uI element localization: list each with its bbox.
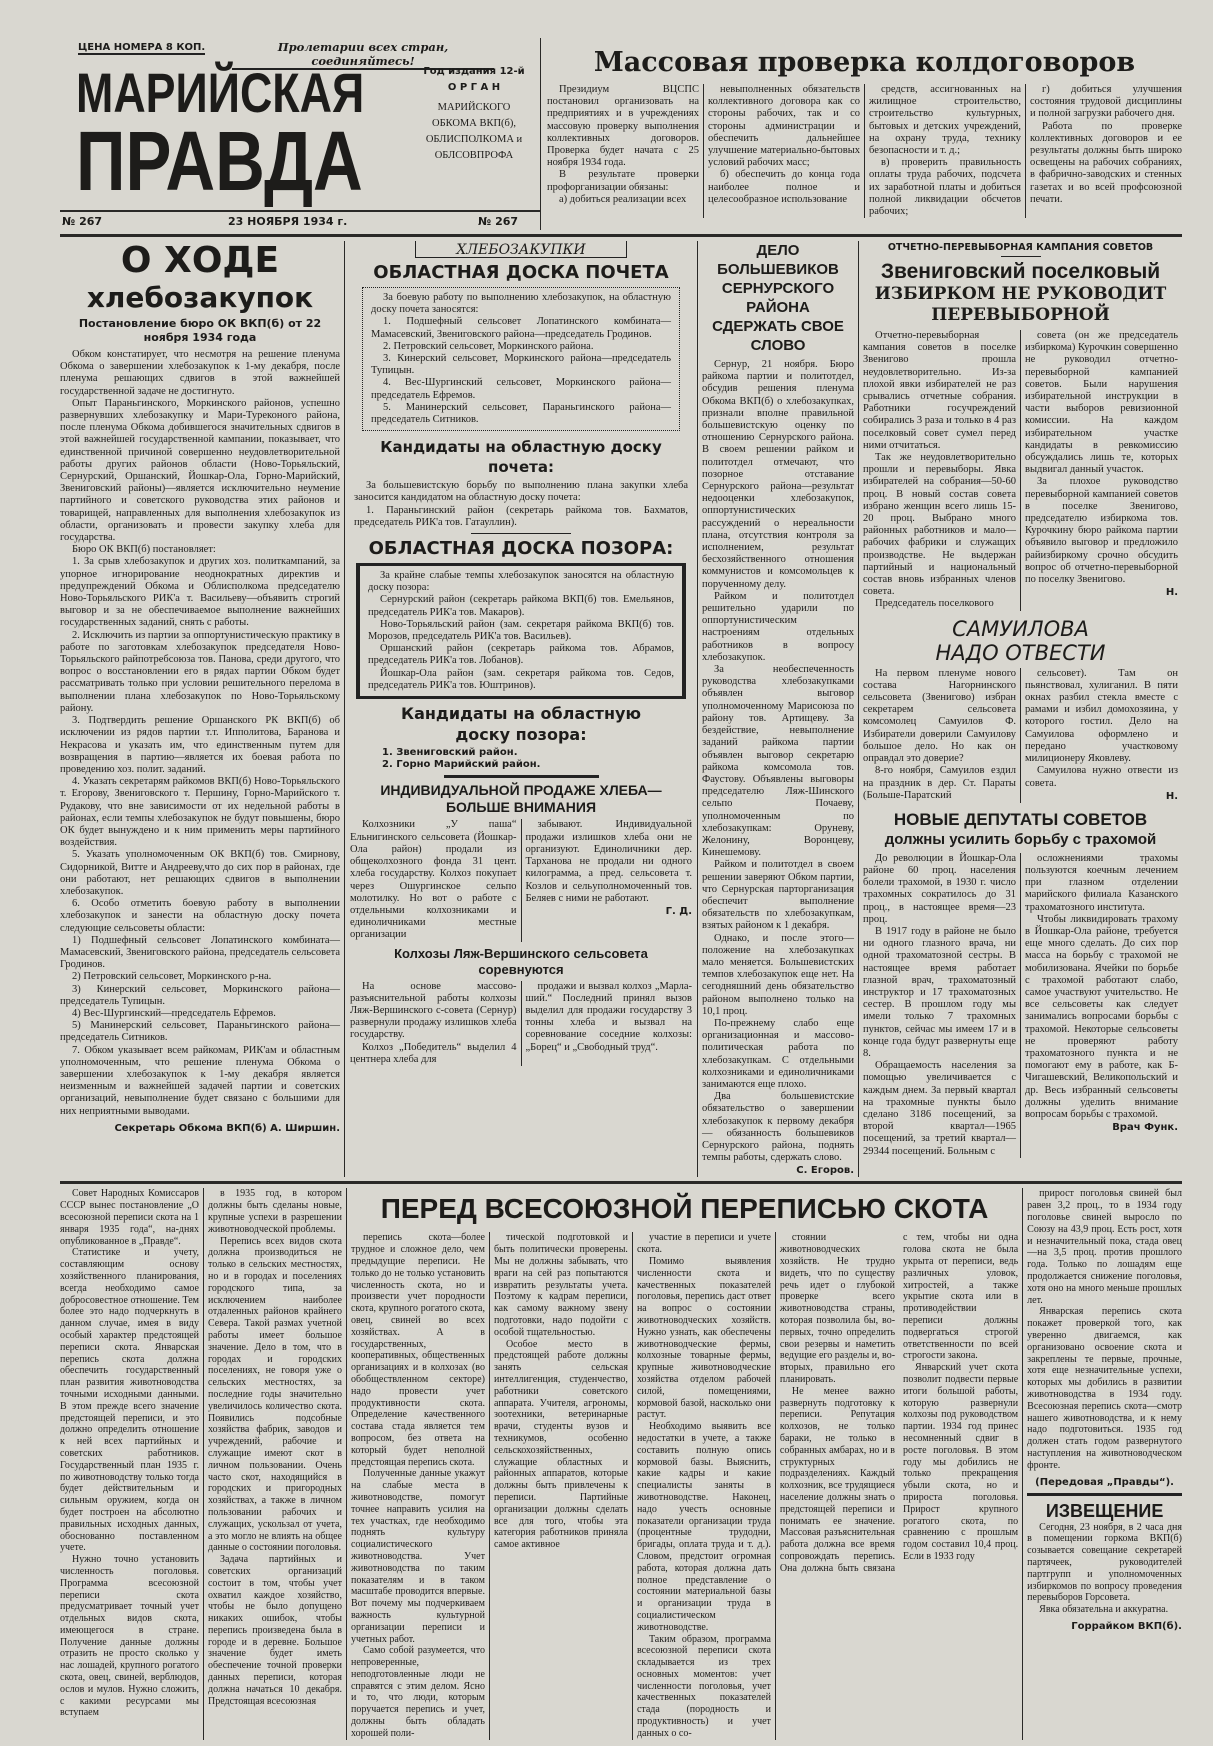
honor-board-list — [371, 292, 671, 426]
divider — [471, 533, 571, 534]
right-headline-2: ИЗБИРКОМ НЕ РУКОВОДИТ ПЕРЕВЫБОРНОЙ — [874, 284, 1167, 325]
livestock-section — [60, 1184, 1182, 1739]
paragraph: Колхозники „У паша“ Ельнигинского сельсовета (Йошкар-Ола район) продали из общеколхозного фонда 31 цент. хлеба государству. Колхоз покупает через Ошургинское сельпо молотилку. Но вот о работе с отдельными колхозниками и единоличниками местные организации — [350, 819, 517, 941]
deputies-headline-2: должны усилить борьбу с трахомой — [884, 830, 1157, 848]
shame-board-frame — [356, 563, 686, 699]
right-bottom-column — [1022, 1188, 1182, 1739]
organ-line: ОБКОМА ВКП(б), — [431, 118, 517, 129]
paragraph: 7. Обком указывает всем райкомам, РИК'ам и областным уполномоченным, что решение пленума Обкома о завершении хлебозакупок к 1-му декабря является неизменным и важнейшей задачей партии и советских организаций, невыполнение будет связано с большими для них неприятными выводами. — [60, 1044, 340, 1117]
masthead — [60, 38, 1182, 237]
kolhoz-col — [350, 981, 517, 1066]
paragraph: 8-го ноября, Самуилов ездил на праздник в дер. Ст. Параты (Больше-Паратский — [863, 765, 1016, 801]
livestock-col — [489, 1232, 628, 1739]
paragraph: За большевистскую борьбу по выполнению плана закупки хлеба заносится кандидатом на областную доску почета: — [354, 480, 688, 504]
paragraph: 1. Звениговский район. — [382, 747, 518, 759]
left-subhead: Постановление бюро ОК ВКП(б) от 22 ноября 1934 года — [78, 317, 322, 344]
paragraph: В результате проверки профорганизации обязаны: — [547, 169, 699, 193]
paragraph: Таким образом, программа всесоюзной переписи скота складывается из трех основных моментов: учет численности поголовья, учет качественных показателей стада (породность и продуктивность) и учет данных о со- — [636, 1633, 771, 1739]
paragraph: 2. Горно Марийский район. — [382, 759, 541, 771]
paragraph: Обком констатирует, что несмотря на решение пленума Обкома о завершении хлебозакупок к 1-му декабря, после пленума решающих сдвигов в этой важнейшей государственной задаче не достигнуто. — [60, 349, 340, 397]
notice-signature: Горрайком ВКП(б). — [1071, 1620, 1182, 1632]
masthead-rule — [60, 210, 540, 212]
paragraph: 5) Манинерский сельсовет, Параньгинского района—председатель Ситников. — [60, 1020, 340, 1044]
rubric-label: ХЛЕБОЗАКУПКИ — [456, 242, 586, 258]
candidates-shame-title: Кандидаты на областную доску позора: — [401, 704, 641, 745]
top-article-col — [703, 84, 860, 218]
top-article — [540, 38, 1182, 230]
organ-block — [412, 64, 536, 164]
shame-board-list — [368, 570, 674, 692]
paragraph: Сернурский район (секретарь райкома ВКП(б) тов. Емельянов, председатель РИК'а тов. Макаров). — [368, 594, 674, 618]
left-headline-1: О ХОДЕ — [120, 240, 280, 281]
paragraph: сельсовет). Там он пьянствовал, хулиганил. В пяти окнах разбил стекла вместе с рамами и избил домохозяина, у которого гостил. Дело на Самуилова оформлено и передано участковому милиционеру Яковлеву. — [1025, 667, 1178, 765]
sale-col — [350, 819, 517, 941]
paragraph: 1) Подшефный сельсовет Лопатинского комбината—Мамасевский, Звениговского района, председатель сельсовета Гродинов. — [60, 934, 340, 971]
issue-number-right: № 267 — [478, 215, 519, 228]
paragraph: а) добиться реализации всех — [559, 193, 687, 205]
kolhoz-headline: Колхозы Ляж-Вершинского сельсовета соревнуются — [394, 945, 648, 977]
bolshevik-body — [702, 359, 854, 1164]
paragraph: Явка обязательна и аккуратна. — [1039, 1604, 1169, 1616]
right-column — [858, 241, 1178, 1177]
paragraph: 1. За срыв хлебозакупок и других хоз. политкампаний, за упорное игнорирование неоднократных директив и предупреждений Обкома и Облисполкома председателю Ново-Торьяльского РИК'а т. Васильеву—объявить строгий выговор и за не обеспечиваемое выполнение важнейших государственных заданий, снять с работы. — [60, 556, 340, 629]
paragraph: 5. Манинерский сельсовет, Параньгинского района—председатель Ситников. — [371, 401, 671, 426]
honor-board-title: ОБЛАСТНАЯ ДОСКА ПОЧЕТА — [373, 262, 669, 283]
paragraph: Йошкар-Ола район (зам. секретаря райкома тов. Седов, председатель РИК'а тов. Юштринов). — [368, 667, 674, 691]
livestock-headline: ПЕРЕД ВСЕСОЮЗНОЙ ПЕРЕПИСЬЮ СКОТА — [346, 1188, 1018, 1232]
bolshevik-headline: ДЕЛО БОЛЬШЕВИКОВ СЕРНУРСКОГО РАЙОНА СДЕРЖАТЬ СВОЕ СЛОВО — [712, 242, 844, 354]
livestock-col — [60, 1188, 199, 1739]
paragraph: За крайне слабые темпы хлебозакупок заносятся на областную доску позора: — [368, 570, 674, 594]
right-col — [863, 330, 1016, 611]
paragraph: Так же неудовлетворительно прошли и перевыборы. Явка избирателей на собрания—50-60 проц. В новый состав совета избрано женщин всего лишь 15-20 проц. Выбрано много районных работников и мало—рабочих фабрики и служащих производстве. Не выдержан партийный и национальный состав вновь избранных членов совета. — [863, 452, 1016, 598]
paragraph: 3) Кинерский сельсовет, Моркинского района—председатель Тупицын. — [60, 983, 340, 1007]
organ-label: О Р Г А Н — [447, 82, 501, 93]
issue-number-left: № 267 — [62, 215, 103, 228]
left-article — [60, 241, 344, 1135]
paragraph: Помимо выявления численности скота и качественных показателей поголовья, перепись даст ответ на вопрос о состоянии животноводческих хозяйств. Нужно узнать, как обеспечены животноводческие фермы, колхозные товарные фермы, крупные животноводческие хозяйства отделом рабочей силой, помещениями, кормовой базой, насколько они растут. — [636, 1256, 771, 1421]
paragraph: Сегодня, 23 ноября, в 2 часа дня в помещении горкома ВКП(б) созывается совещание секретарей партячеек, руководителей партгрупп и уполномоченных избиркомов по вопросу проведения перевыборов Горсовета. — [1027, 1521, 1182, 1604]
bolshevik-signature: С. Егоров. — [796, 1165, 854, 1177]
newspaper-title-line2: ПРАВДА — [76, 114, 363, 208]
paragraph: Работа по проверке коллективных договоров и ее результаты должны быть широко освещены на рабочих собраниях, в фабрично-заводских и стенных газетах и во всей профсоюзной печати. — [1030, 120, 1182, 205]
paragraph: Задача партийных и советских организаций состоит в том, чтобы учет охватил каждое хозяйство, чтобы не было допущено никаких ошибок, чтобы перепись произведена была в городе и в деревне. Большое значение будет иметь обеспечение точной проверки данных переписи, которая должна начаться 10 декабря. Предстоящая всесоюзная — [207, 1554, 342, 1707]
divider — [1027, 1493, 1182, 1496]
shame-board-title: ОБЛАСТНАЯ ДОСКА ПОЗОРА: — [368, 538, 674, 560]
notice-title: ИЗВЕЩЕНИЕ — [1045, 1500, 1164, 1521]
paragraph: 2. Исключить из партии за оппортунистическую практику в работе по заготовкам хлебозакупок председателя Ново-Торьяльского райпотребсоюза тов. Панова, среди другого, что вопрос о восстановлении его в рядах партии Обком будет рассматривать только при условии решительного перелома в выполнении плана хлебозакупок по Ново-Торьяльскому району. — [60, 629, 340, 714]
paragraph: Самуилова нужно отвести из совета. — [1025, 765, 1178, 789]
top-article-col — [1025, 84, 1182, 218]
paragraph: Необходимо выявить все недостатки в учете, а также составить полную опись кормовой базы. Выяснить, какие кадры и какие специалисты заняты в животноводстве. Наконец, надо учесть основные показатели организации труда (процентные трудодни, бригады, оплата труда и т. д.). Словом, предстоит огромная работа, которая должна дать полное представление о состоянии материальной базы и организации труда в социалистическом животноводстве. — [636, 1421, 771, 1633]
paragraph: Председатель поселкового — [875, 598, 994, 610]
right-signature: Н. — [1165, 587, 1178, 599]
paragraph: 4. Вес-Шургинский сельсовет, Моркинского района—председатель Ефремов. — [371, 377, 671, 401]
paragraph: Два большевистские обязательство о завершении хлебозакупок к первому декабря — обязанность большевиков Сернурского района, поднять темпы работы, сдержать слово. — [702, 1091, 854, 1164]
top-headline: Массовая проверка колдоговоров — [593, 47, 1136, 78]
masthead-title-block — [60, 38, 540, 230]
paragraph: 4) Вес-Шургинский—председатель Ефремов. — [72, 1007, 276, 1019]
paragraph: Совет Народных Комиссаров СССР вынес постановление „О всесоюзной переписи скота на 1 января 1935 года“, на-днях опубликованное в „Правде“. — [60, 1188, 199, 1247]
upper-section — [60, 237, 1182, 1184]
deputies-headline-1: НОВЫЕ ДЕПУТАТЫ СОВЕТОВ — [893, 809, 1148, 829]
paragraph: перепись скота—более трудное и сложное дело, чем предыдущие переписи. Не только до не только установить численность скота, но и произвести учет породности скота, крупного рогатого скота, овец, свиней во всех хозяйствах. А в государственных, кооперативных, общественных организациях и в колхозах (во обобществленном секторе) надо провести учет продуктивности скота. Определение качественного состава стада является тем вопросом, без ответа на который будет неполной предстоящая перепись скота. — [350, 1232, 485, 1468]
paragraph: б) обеспечить до конца года наиболее полное и целесообразное использование — [708, 169, 860, 205]
deputies-columns — [863, 853, 1178, 1158]
left-headline-2: хлебозакупок — [86, 281, 314, 314]
right-col — [1020, 330, 1178, 611]
paragraph: средств, ассигнованных на жилищное строительство, строительство культурных, бытовых и детских учреждений, на охрану труда, технику безопасности и т. д.; — [869, 84, 1021, 157]
paragraph: забывают. Индивидуальной продажи излишков хлеба они не организуют. Единоличники дер. Тарханова не продали ни одного килограмма, а пред. сельсовета т. Козлов и сельуполномоченный тов. Беляев с ними не работают. — [525, 819, 692, 904]
paragraph: Колхоз „Победитель“ выделил 4 центнера хлеба для — [350, 1041, 517, 1065]
organ-line: ОБЛСОВПРОФА — [434, 150, 514, 161]
paragraph: Не менее важно развернуть подготовку к переписи. Репутация колхозов, не только бараки, не только в собранных амбарах, но и в структурных подразделениях. Каждый колхозник, все трудящиеся население должны знать о предстоящей переписи и понимать ее значение. Массовая разъяснительная работа должна все время сопровождать перепись. Она должна быть связана с тем, чтобы ни одна голова скота не была укрыта от переписи, ведь различных уловок, хитростей, а также укрытие скота или в противодействии переписи должны подвергаться строгой ответственности по всей строгости закона. — [779, 1232, 1019, 1574]
paragraph: Чтобы ликвидировать трахому в Йошкар-Ола районе, требуется еще много сделать. До сих пор масса на борьбу с трахомой не мобилизована. Ячейки по борьбе с трахомой работают слабо, самое участвуют учительство. Не все сельсоветы как следует занимались вопросами борьбы с трахомой. Некоторые сельсоветы не проверяют работу трахоматозного пункта и не помогают ему в работе, как Б-Чигашевский, Великопольский и др. Весь избранный сельсоветы должны уделить внимание вопросам борьбы с трахомой. — [1025, 913, 1178, 1120]
paragraph: Сернур, 21 ноября. Бюро райкома партии и политотдел, обсудив решения пленума Обкома ВКП(б) о хлебозакупках, признали вполне правильной большевистскую оценку по отношению Сернурского района. В своем решении райком и политотдел отмечают, что позорное отставание Сернурского района—результат недооценки хлебозакупок, оппортунистических рассуждений о нереальности плана, отсутствия контроля за исполнением, результат бесхозяйственного отношения коммунистов и комсомольцев к порученному делу. — [702, 359, 854, 590]
right-headline-1: Звениговский поселковый — [880, 260, 1161, 283]
paragraph: 5. Указать уполномоченным ОК ВКП(б) тов. Смирнову, Сидорникой, Витте и Андрееву,что до сих пор в районах, где они работают, нет решающих сдвигов в выполнении хлебозакупок. — [60, 849, 340, 897]
organ-line: ОБЛИСПОЛКОМА и — [425, 134, 523, 145]
paragraph: г) добиться улучшения состояния трудовой дисциплины и полной загрузки рабочего дня. — [1030, 84, 1182, 120]
paragraph: В 1917 году в районе не было ни одного глазного врача, ни одной трахоматозной сестры. В настоящее время работает глазной врач, трахоматозный инструктор и 17 трахоматозных сестер. В прошлом году мы имели только 7 трахомных пунктов, сейчас мы имеем 17 и в конце года будут развернуты еще 8. — [863, 925, 1016, 1059]
paragraph: За плохое руководство перевыборной кампанией советов в поселке Звенигово, председателю избиркома тов. Курочкину бюро райкома партии объявило выговор и предложило райизбиркому срочно обсудить вопрос об отчетно-перевыборной по поселку Звенигово. — [1025, 476, 1178, 586]
paragraph: Бюро ОК ВКП(б) постановляет: — [72, 544, 216, 556]
livestock-col — [1027, 1188, 1182, 1471]
livestock-col — [632, 1232, 771, 1739]
divider — [1001, 256, 1041, 257]
rubric-box — [415, 241, 627, 258]
honor-board-frame — [362, 287, 680, 431]
paragraph: 4. Указать секретарям райкомов ВКП(б) Ново-Торьяльского т. Егорову, Звениговского т. Першину, Горно-Марийского т. Рудакову, что вне зависимости от их недельной работы в районах, если темпы хлебозакупок не будут повышены, бюро ОК будет вынуждено и к ним применить меры партийного воздействия. — [60, 776, 340, 849]
paragraph: За боевую работу по выполнению хлебозакупок, на областную доску почета заносятся: — [371, 292, 671, 316]
paragraph: 3. Кинерский сельсовет, Моркинского района—председатель Тупицын. — [371, 353, 671, 377]
paragraph: 2) Петровский сельсовет, Моркинского р-на. — [72, 971, 272, 983]
paragraph: участие в переписи и учете скота. — [636, 1232, 771, 1256]
paragraph: Райком и политотдел решительно ударили по оппортунистическим настроениям отдельных работников в вопросу хлебозакупок. — [702, 590, 854, 663]
right-col-text — [1025, 330, 1178, 586]
deputies-col — [1020, 853, 1178, 1158]
paragraph: Президиум ВЦСПС постановил организовать на предприятиях и в учреждениях массовую проверку выполнения коллективных договоров. Проверка будет начата с 25 ноября 1934 года. — [547, 84, 699, 169]
samuilov-columns — [863, 668, 1178, 803]
left-article-body — [60, 349, 340, 1118]
paragraph: На основе массово-разъяснительной работы колхозы Ляж-Вершинского с-совета (Сернур) развернули продажу излишков хлеба государству. — [350, 980, 517, 1041]
paragraph: Однако, и после этого—положение на хлебозакупках мало меняется. Большевистских темпов хлебозакупок еще нет. На сегодняшний день обязательство районом выполнено только на 10,1 проц. — [702, 932, 854, 1017]
samuilov-headline-1: САМУИЛОВА — [952, 616, 1089, 641]
top-article-col — [547, 84, 699, 218]
candidates-honor-text — [354, 480, 688, 529]
paragraph: Отчетно-перевыборная кампания советов в поселке Звенигово прошла неудовлетворительно. Из-за плохой явки избирателей не раз срывались отчетные собрания. Работники госучреждений собирались 3 раза и только в 4 раз поселковый совет сумел перед ними отчитаться. — [863, 330, 1016, 451]
paragraph: 1. Параньгинский район (секретарь райкома тов. Бахматов, председатель РИК'а тов. Гатауллин). — [354, 504, 688, 528]
newspaper-title-line1: МАРИЙСКАЯ — [76, 61, 365, 124]
price-label: ЦЕНА НОМЕРА 8 КОП. — [78, 42, 206, 53]
sale-col — [521, 819, 693, 941]
paragraph: продажи и вызвал колхоз „Марла-ший.“ Последний принял вызов выделил для продажи государству 3 тонны хлеба и вызвал на соревнование соседние колхозы: „Борец“ и „Свободный труд“. — [525, 980, 692, 1053]
candidates-shame-list — [370, 747, 672, 771]
paragraph: На первом пленуме нового состава Нагорнинского сельсовета (Звенигово) избран секретарем сельсовета комсомолец Самуилов Ф. Избиратели доверили Самуилову большое дело. Но как он оправдал это доверие? — [863, 667, 1016, 765]
livestock-col — [775, 1232, 1018, 1739]
samuilov-signature: Н. — [1165, 790, 1178, 802]
paragraph: Статистике и учету, составляющим основу хозяйственного планирования, всегда необходимо самое добросовестное отношение. Тем более это надо подчеркнуть в данном случае, имея в виду особый характер предстоящей переписи скота. Январская перепись скота должна обеспечить государственный план развития животноводства точными исходными данными. В этом прежде всего значение предстоящей переписи, и это должно определить отношение к ней всех партийных и советских работников. Государственный план 1935 г. по животноводству только тогда будет действительным и сильным оружием, когда он будет построен на абсолютно правильных исходных данных, обоснованно поставленном учете. — [60, 1247, 199, 1554]
paragraph: в) проверить правильность оплаты труда рабочих, подсчета их заработной платы и добиться полной ликвидации обсчетов рабочих; — [869, 157, 1021, 218]
top-article-columns — [547, 84, 1182, 218]
paragraph: невыполненных обязательств коллективного договора как со стороны рабочих, так и со стороны администрации и обеспечить дальнейшее улучшение материально-бытовых условий рабочих масс; — [708, 84, 860, 169]
center-column — [344, 241, 697, 1177]
samuilov-headline-2: НАДО ОТВЕСТИ — [935, 640, 1106, 665]
paragraph: Райком и политотдел в своем решении заверяют Обком партии, что Сернурская парторганизация обеспечит выполнение обязательств по хлебозакупкам, взятых районом к 1 декабря. — [702, 859, 854, 932]
paragraph: Январская перепись скота покажет проверкой того, как уверенно двигаемся, как организовано освоение скота и закреплены те первые, прочные, хотя еще незначительные успехи, которых мы добились в развитии животноводства в 1934 году. Всесоюзная перепись скота—смотр нашего животноводства, и к нему надо подготовиться. 1935 год должен стать годом развернутого наступления на животноводческом фронте. — [1027, 1306, 1182, 1471]
paragraph: Январский учет скота позволит подвести первые итоги большой работы, которую развернули колхозы под руководством партии. 1934 год принес несомненный сдвиг в росте поголовья. В этом году мы добились не только прекращения убыли скота, но и прироста поголовья. Прирост крупного рогатого скота, по сравнению с прошлым годом составил 10,4 проц. Если в 1933 году — [903, 1362, 1019, 1562]
paragraph: Полученные данные укажут на слабые места в животноводстве, помогут точнее направить усилия на тех участках, где необходимо поднять культуру социалистического животноводства. Учет животноводства по таким показателям и в таком масштабе проводится впервые. Вот почему мы подчеркиваем важность культурной организации переписи и учетных работ. — [350, 1468, 485, 1645]
kolhoz-col — [521, 981, 693, 1066]
paragraph: стоянии животноводческих хозяйств. Не трудно видеть, что по существу речь идет о глубокой проверке всего животноводства страны, которая позволила бы, во-первых, точно определить свои резервы и наметить ведущие его разделы и, во-вторых, правильно его планировать. — [779, 1232, 896, 1385]
divider — [444, 775, 599, 778]
paragraph: в 1935 год, в котором должны быть сделаны новые, крупные успехи в разрешении животноводческой проблемы. — [207, 1188, 342, 1235]
candidates-honor-title: Кандидаты на областную доску почета: — [380, 438, 662, 477]
paragraph: Особое место в предстоящей работе должны занять сельская интеллигенция, студенчество, работники советского аппарата. Учителя, агрономы, зоотехники, ветеринарные врачи, студенты вузов и техникумов, особенно сельскохозяйственных, служащие областных и районных аппаратов, которые должны быть привлечены к переписи. Партийные организации должны сделать все для того, чтобы эта категория работников приняла самое активное — [493, 1338, 628, 1551]
deputies-col-text — [1025, 853, 1178, 1121]
organ-line: МАРИЙСКОГО — [437, 102, 511, 113]
paragraph: Само собой разумеется, что непроверенные, неподготовленные люди не справятся с этим делом. Ясно и то, что люди, которым поручается перепись и учет, должны быть обладать хорошей поли- — [350, 1645, 485, 1739]
paragraph: 1. Подшефный сельсовет Лопатинского комбината—Мамасевский, Звениговского района—председатель Гродинов. — [371, 316, 671, 340]
paragraph: Ново-Торьяльский район (зам. секретаря райкома ВКП(б) тов. Морозов, председатель РИК'а тов. Васильев). — [368, 618, 674, 643]
sale-col-text — [526, 819, 693, 904]
samuilov-col — [1020, 668, 1178, 803]
paragraph: По-прежнему слабо еще организационная и массово-политическая работа по хлебозакупкам. С отдельными колхозниками и единоличниками занимаются еще плохо. — [702, 1017, 854, 1090]
bolshevik-article — [697, 241, 858, 1177]
sale-signature: Г. Д. — [665, 905, 692, 917]
newspaper-page — [60, 0, 1182, 1746]
paragraph: За необеспеченность руководства хлебозакупками объявлен выговор уполномоченному Марисоюза по району тов. Артищеву. За бездействие, невыполнение заданий райкома партии объявлен выговор секретарю райкома комсомола тов. Фаустову. Объявлены выговоры председателю Ляж-Шинского сельпо Почаеву, уполномоченным по хлебозакупкам: Оруневу, Желонину, Воронцеву, Кинешемову. — [702, 664, 854, 859]
deputies-signature: Врач Функ. — [1112, 1122, 1178, 1134]
paragraph: Опыт Параньгинского, Моркинского районов, успешно развернувших хлебозакупку и Мари-Туреконого района, после пленума Обкома добившегося значительных сдвигов в этой важнейшей государственной кампании, показывает, что единственной причиной совершенно неудовлетворительной работы других районов области (Ново-Торьяльский, Сернурский, Оршанский, Йошкар-Ола, Горно-Марийский, Звениговский районы)—является исключительно неумение партийного и советского руководства этих районов и товарищей, направленных для выполнения хлебозакупок из области, организовать и провести закупку хлеба для государства. — [60, 397, 340, 544]
paragraph: тической подготовкой и быть политически проверены. Мы не должны забывать, что враги на сей раз попытаются извратить результаты учета. Поэтому к кадрам переписи, как самому важному звену подготовки, надо подойти с особой тщательностью. — [493, 1232, 628, 1338]
paragraph: прирост поголовья свиней был равен 3,2 проц., то в 1934 году поголовье свиней выросло по Союзу на 43,9 проц. Есть рост, хотя и незначительный пока, стада овец—на 3,5 проц. против прошлого года. Только по лошадям еще продолжается снижение поголовья, хотя оно на много меньше прошлых лет. — [1027, 1188, 1182, 1306]
paragraph: совета (он же председатель избиркома) Курочкин совершенно не руководил отчетно-перевыборной кампанией советов. Были нарушения избирательной инструкции в части выборов ревизионной комиссии. На каждом избирательном участке кандидаты в ревкомиссию обсуждались лишь те, которых выдвигал данный участок. — [1025, 330, 1178, 476]
left-article-signature: Секретарь Обкома ВКП(б) А. Ширшин. — [114, 1122, 340, 1134]
paragraph: Нужно точно установить численность поголовья. Программа всесоюзной переписи скота предусматривает точный учет отдельных видов скота, имеющегося в стране. Получение данные должны отразить не просто сколько у нас лошадей, крупного рогатого скота, овец, свиней, верблюдов, ослов и мулов. Нужно сложить, с какими ресурсами мы вступаем — [60, 1554, 199, 1719]
deputies-col — [863, 853, 1016, 1158]
paragraph: Оршанский район (секретарь райкома тов. Абрамов, председатель РИК'а тов. Лобанов). — [368, 643, 674, 667]
sale-columns — [350, 819, 692, 941]
paragraph: 3. Подтвердить решение Оршанского РК ВКП(б) об исключении из рядов партии т.т. Ипполитова, Баранова и Некрасова и указать им, что единственным путем для возвращения в партию—является их боевая работа по проведению хоз. полит. заданий. — [60, 715, 340, 775]
paragraph: осложнениями трахомы пользуются коечным лечением при глазном отделении марийского филиала Казанского трахоматозного института. — [1025, 852, 1178, 913]
right-rubric: ОТЧЕТНО-ПЕРЕВЫБОРНАЯ КАМПАНИЯ СОВЕТОВ — [887, 242, 1154, 253]
paragraph: 6. Особо отметить боевую работу в выполнении хлебозакупок и занести на областную доску почета следующие сельсоветы области: — [60, 898, 340, 934]
paragraph: Обращаемость населения за помощью увеличивается с каждым днем. За первый квартал на трахомные пункты было сделано 3186 посещений, за второй квартал—1965 посещений, за третий квартал—29344 посещений. Больным с — [863, 1060, 1016, 1157]
kolhoz-columns — [350, 981, 692, 1066]
samuilov-col-text — [1025, 668, 1178, 790]
issue-date: 23 НОЯБРЯ 1934 г. — [228, 215, 348, 228]
right-columns — [863, 330, 1178, 611]
paragraph: До революции в Йошкар-Ола районе 60 проц. населения болели трахомой, в 1930 г. число трахомных сократилось до 31 проц., в настоящее время—23 проц. — [863, 852, 1016, 925]
sale-headline: ИНДИВИДУАЛЬНОЙ ПРОДАЖЕ ХЛЕБА— БОЛЬШЕ ВНИМАНИЯ — [380, 782, 662, 816]
livestock-col — [203, 1188, 342, 1739]
notice-body — [1027, 1522, 1182, 1616]
paragraph: Перепись всех видов скота должна производиться не только в сельских местностях, но и в городах и поселениях городского типа, за исключением наиболее отдаленных районов крайнего Севера. Такой размах учетной работы имеет большое значение. Дело в том, что в городах и городских поселениях, не говоря уже о сельских местностях, за последние годы значительно увеличилось количество скота. Появились подсобные хозяйства фабрик, заводов и учреждений, рабочие и служащие имеют скот в личном пользовании. Очень часто скот, находящийся в городских и пригородных хозяйствах, а также в личном пользовании рабочих и служащих, ускользал от учета, а это могло не влиять на общее данные о состоянии поголовья. — [207, 1235, 342, 1554]
samuilov-col — [863, 668, 1016, 803]
livestock-source: (Передовая „Правды“). — [1035, 1476, 1174, 1488]
slogan: Пролетарии всех стран, соединяйтесь! — [232, 40, 494, 70]
year-label: Год издания 12-й — [423, 66, 525, 77]
livestock-col — [346, 1232, 485, 1739]
top-article-col — [864, 84, 1021, 218]
paragraph: 2. Петровский сельсовет, Моркинского района. — [383, 340, 594, 352]
